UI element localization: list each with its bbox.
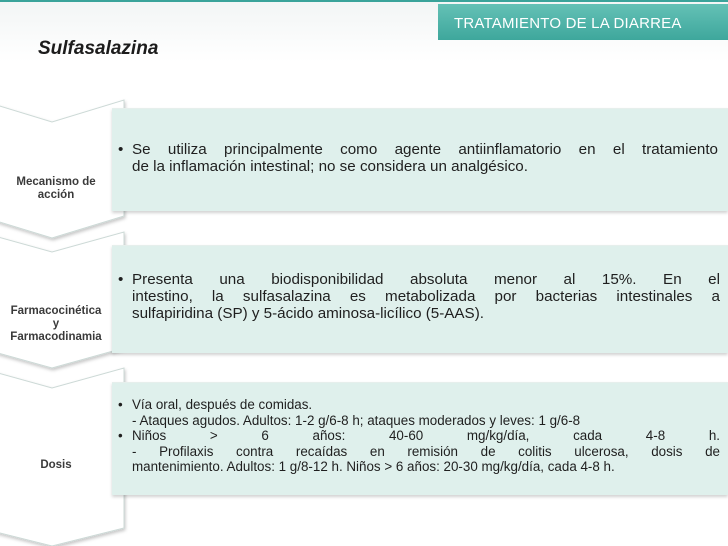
text-line: • Niños > 6 años: 40-60 mg/kg/día, cada 4-8 h.: [132, 428, 720, 444]
label-line: Farmacocinética: [10, 305, 102, 317]
chevron-dosis: [0, 368, 124, 546]
row-label-farmacocinetica: [0, 305, 112, 344]
bullet-item: [118, 428, 720, 475]
text-line: de la inflamación intestinal; no se considera un analgésico.: [132, 158, 528, 175]
bullet-item: [118, 141, 718, 175]
bullet-item: [118, 397, 720, 428]
content-box-dosis: [112, 382, 728, 495]
page-title: Sulfasalazina: [38, 38, 159, 59]
label-line: Dosis: [40, 459, 72, 471]
bullet-item: [118, 271, 720, 322]
text-line: • Vía oral, después de comidas.: [132, 397, 313, 412]
text-line: • Presenta una biodisponibilidad absoluta menor al 15%. En el: [132, 271, 720, 288]
row-label-mecanismo: [0, 176, 112, 202]
label-line: y: [52, 318, 60, 330]
label-line: acción: [37, 189, 75, 201]
text-line: mantenimiento. Adultos: 1 g/8-12 h. Niños > 6 años: 20-30 mg/kg/día, cada 4-8 h.: [132, 459, 615, 475]
text-line: - Ataques agudos. Adultos: 1-2 g/6-8 h; ataques moderados y leves: 1 g/6-8: [132, 412, 581, 428]
text-line: • Se utiliza principalmente como agente antiinflamatorio en el tratamiento: [132, 141, 718, 158]
section-title: TRATAMIENTO DE LA DIARREA: [454, 15, 682, 32]
content-box-mecanismo: [112, 108, 728, 211]
text-line: intestino, la sulfasalazina es metabolizada por bacterias intestinales a: [132, 288, 720, 305]
row-label-dosis: [0, 459, 112, 472]
chevron-farmacocinetica: [0, 232, 124, 368]
label-line: Mecanismo de: [16, 176, 96, 188]
text-line: sulfapiridina (SP) y 5-ácido aminosa-licílico (5-AAS).: [132, 305, 484, 322]
content-box-farmacocinetica: [112, 245, 728, 353]
chevron-mecanismo: [0, 100, 124, 238]
label-line: Farmacodinamia: [10, 331, 102, 343]
text-line: - Profilaxis contra recaídas en remisión de colitis ulcerosa, dosis de: [132, 443, 720, 459]
